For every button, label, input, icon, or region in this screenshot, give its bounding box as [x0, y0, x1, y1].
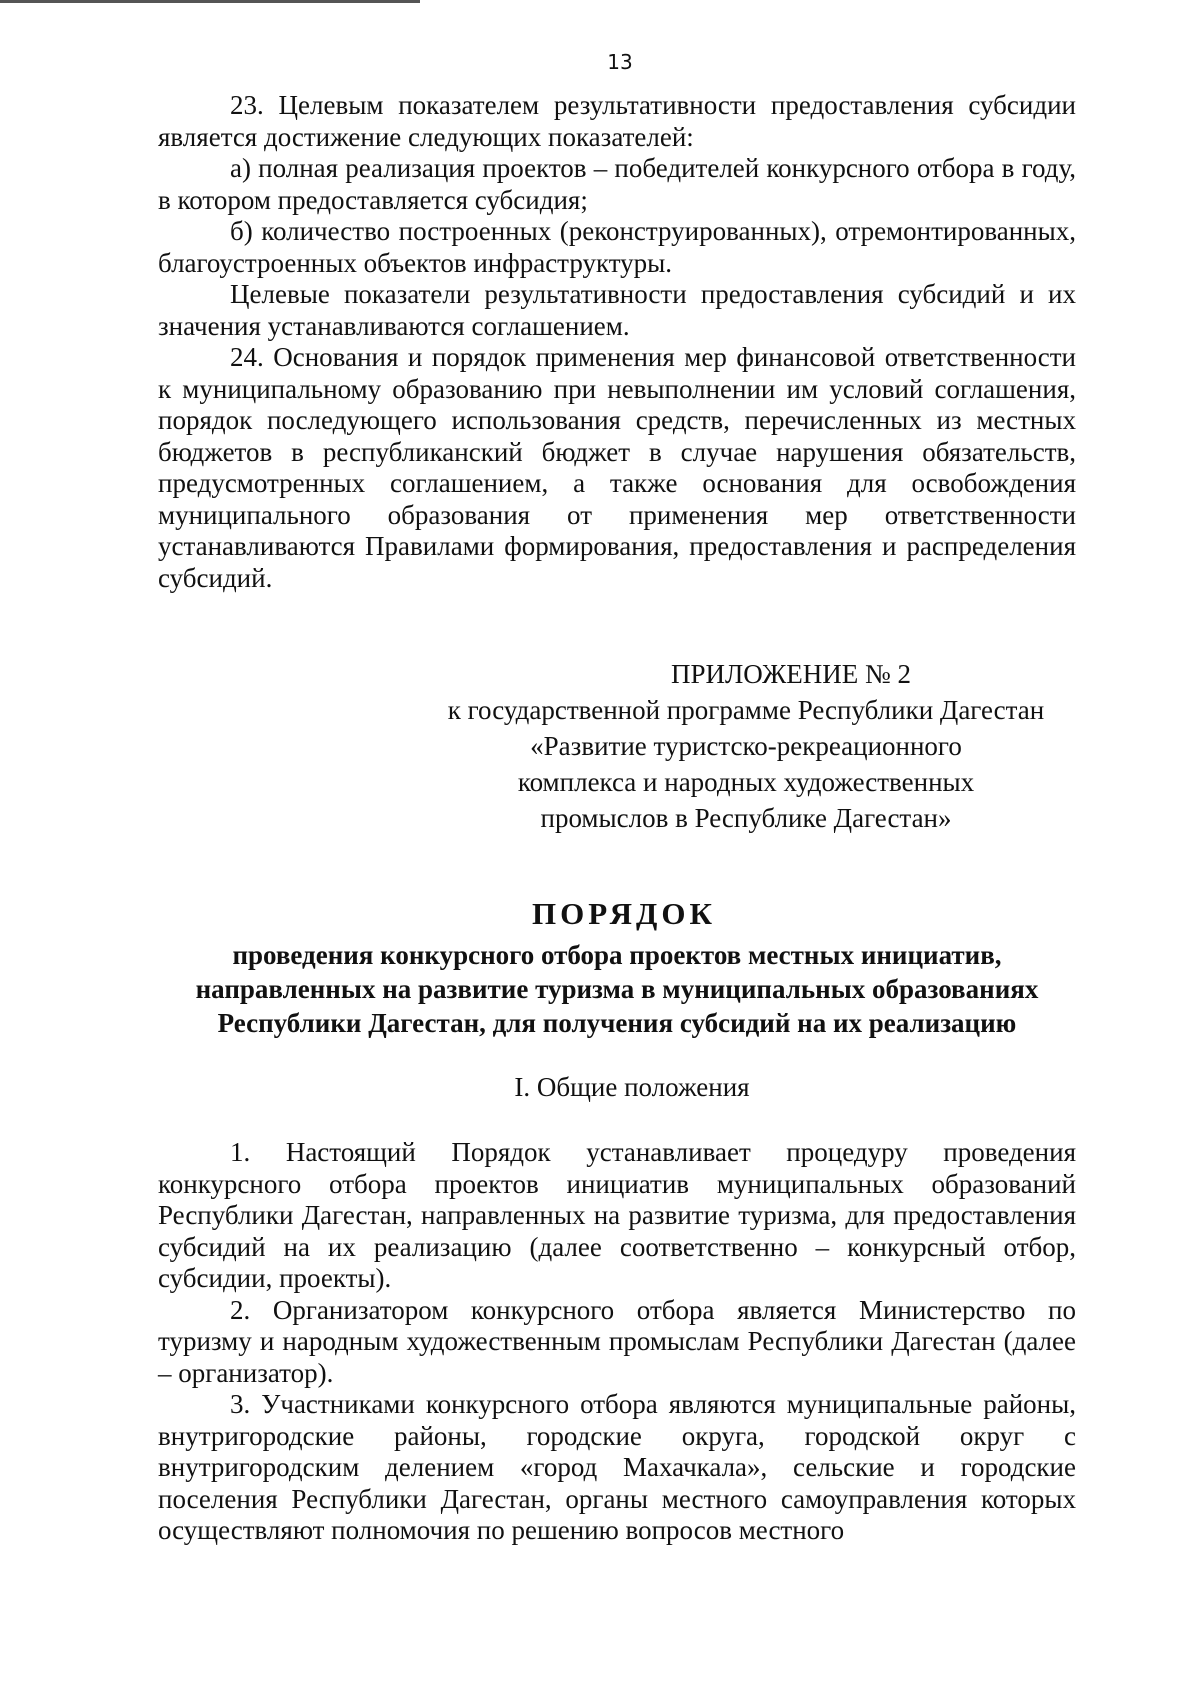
paragraph-23: 23. Целевым показателем результативности предоставления субсидии является достижение следующих показателей:: [158, 90, 1076, 152]
paragraph-23-targets: Целевые показатели результативности предоставления субсидий и их значения устанавливаются соглашением.: [158, 279, 1076, 341]
page-number: 13: [607, 50, 633, 74]
document-title: ПОРЯДОК: [532, 896, 716, 931]
paragraph-24: 24. Основания и порядок применения мер финансовой ответственности к муниципальному образованию при невыполнении им условий соглашения, порядок последующего использования средств, перечисленных из местных бюджетов в республиканский бюджет в случае нарушения обязательств, предусмотренных соглашением, а также основания для освобождения муниципального образования от применения мер ответственности устанавливаются Правилами формирования, предоставления и распределения субсидий.: [158, 342, 1076, 593]
paragraph-3: 3. Участниками конкурсного отбора являются муниципальные районы, внутригородские районы, городские округа, городской округ с внутригородским делением «город Махачкала», сельские и городские поселения Республики Дагестан, органы местного самоуправления которых осуществляют полномочия по решению вопросов местного: [158, 1389, 1076, 1545]
paragraph-1: 1. Настоящий Порядок устанавливает процедуру проведения конкурсного отбора проектов инициатив муниципальных образований Республики Дагестан, направленных на развитие туризма, для предоставления субсидий на их реализацию (далее соответственно – конкурсный отбор, субсидии, проекты).: [158, 1137, 1076, 1293]
document-subtitle: [158, 938, 1076, 1040]
section-heading: I. Общие положения: [514, 1072, 750, 1102]
paragraph-23-b: б) количество построенных (реконструированных), отремонтированных, благоустроенных объектов инфраструктуры.: [158, 216, 1076, 278]
appendix-line: промыслов в Республике Дагестан»: [540, 803, 952, 833]
appendix-line: комплекса и народных художественных: [517, 767, 975, 797]
subtitle-line: Республики Дагестан, для получения субсидий на их реализацию: [217, 1008, 1017, 1038]
document-page: [158, 50, 1076, 1547]
appendix-title: ПРИЛОЖЕНИЕ № 2: [670, 659, 912, 689]
section-body: [158, 1137, 1076, 1547]
top-section: [158, 90, 1076, 594]
scan-edge-mark: [0, 0, 420, 3]
appendix-line: к государственной программе Республики Дагестан: [447, 695, 1045, 725]
subtitle-line: направленных на развитие туризма в муниципальных образованиях: [195, 974, 1039, 1004]
appendix-line: «Развитие туристско-рекреационного: [530, 731, 962, 761]
paragraph-2: 2. Организатором конкурсного отбора является Министерство по туризму и народным художественным промыслам Республики Дагестан (далее – организатор).: [158, 1294, 1076, 1388]
appendix-block: [416, 656, 1076, 836]
paragraph-23-a: а) полная реализация проектов – победителей конкурсного отбора в году, в котором предоставляется субсидия;: [158, 153, 1076, 215]
subtitle-line: проведения конкурсного отбора проектов местных инициатив,: [232, 940, 1002, 970]
